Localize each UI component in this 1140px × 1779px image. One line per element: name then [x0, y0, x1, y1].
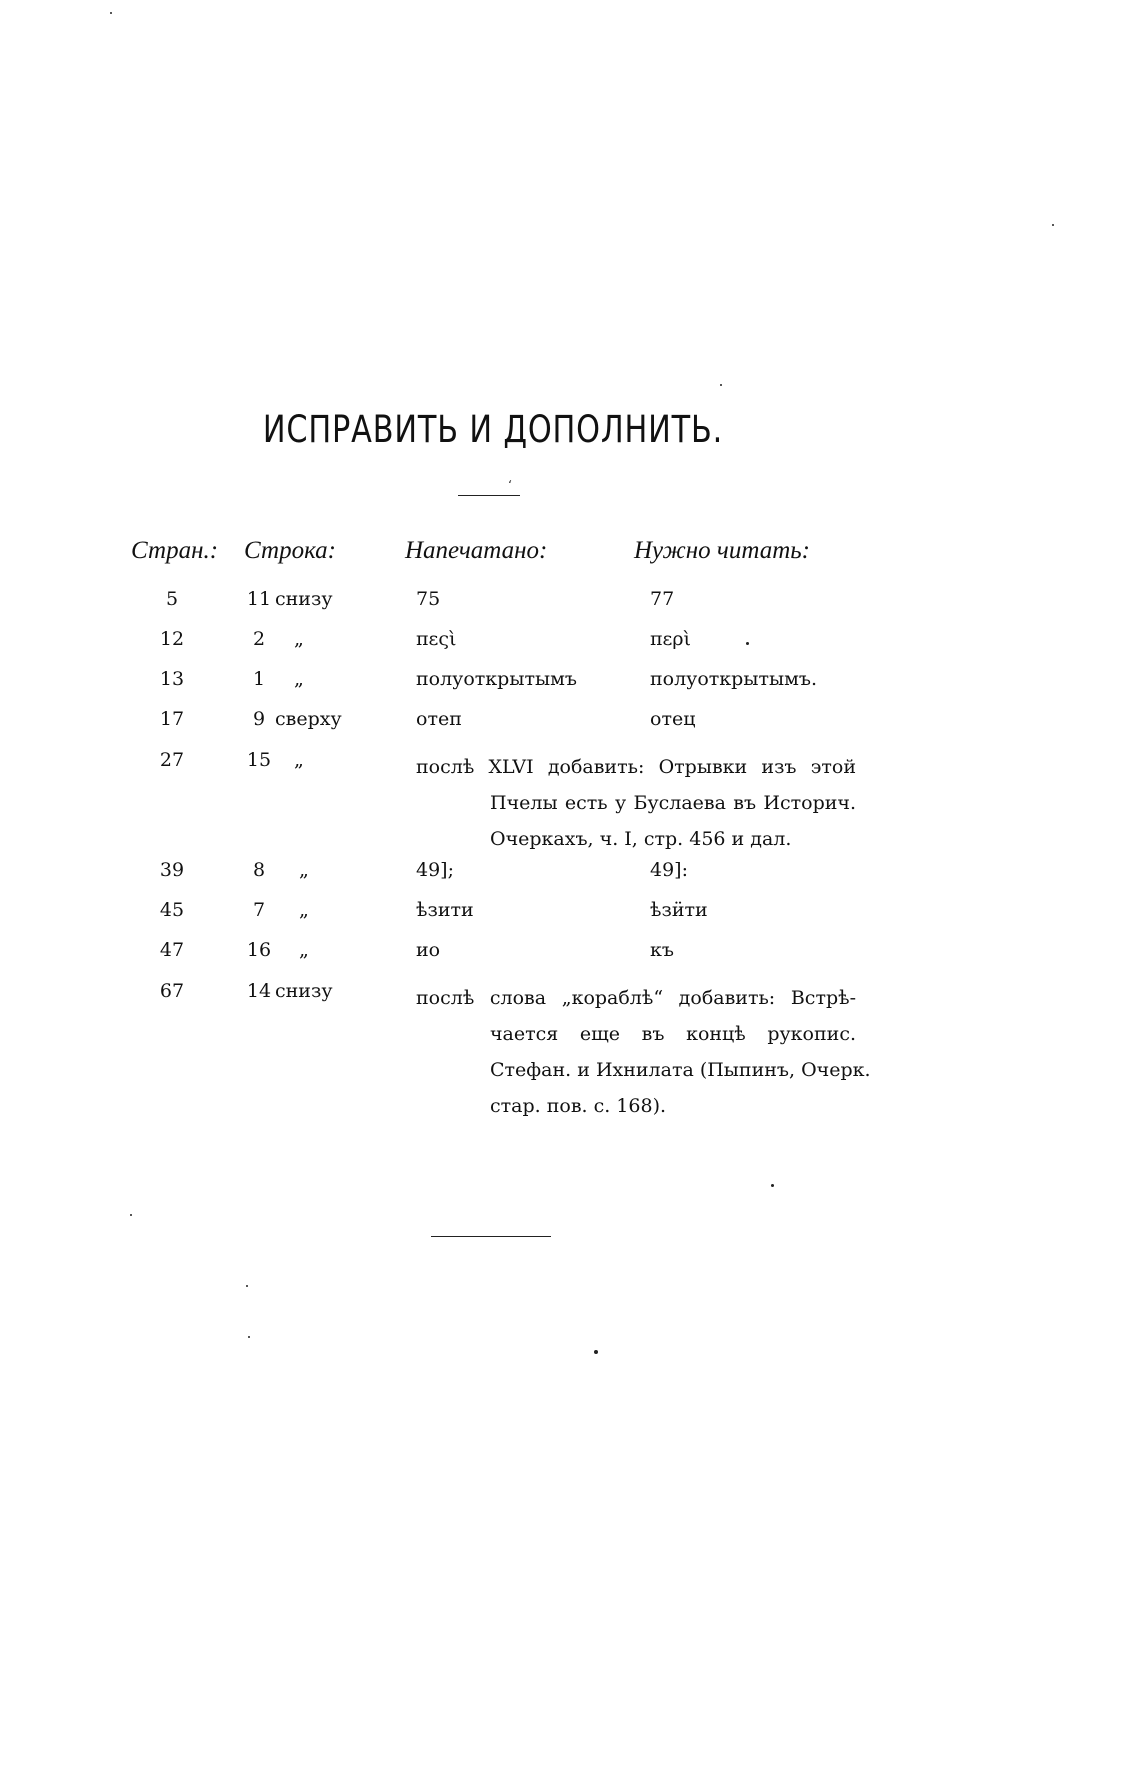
- row-where: „: [299, 859, 309, 881]
- ink-speck: [248, 1336, 250, 1338]
- note-line: Пчелы есть у Буслаева въ Историч.: [490, 792, 856, 814]
- ink-speck: [771, 1184, 774, 1187]
- row-page: 17: [159, 708, 185, 730]
- row-line: 7: [252, 899, 266, 921]
- note-line: послѣ слова „кораблѣ“ добавить: Встрѣ-: [416, 987, 856, 1009]
- row-where: „: [299, 899, 309, 921]
- row-line: 14: [246, 980, 272, 1002]
- row-line: 1: [252, 668, 266, 690]
- row-page: 5: [165, 588, 179, 610]
- table-row: [0, 668, 1140, 708]
- header-printed: Напечатано:: [405, 537, 548, 564]
- row-printed: полуоткрытымъ: [416, 668, 577, 690]
- row-where: сверху: [275, 708, 342, 730]
- row-line: 11: [246, 588, 272, 610]
- row-page: 27: [159, 749, 185, 771]
- table-row: [0, 899, 1140, 939]
- row-where: „: [299, 939, 309, 961]
- row-printed: отеп: [416, 708, 462, 730]
- errata-title: ИСПРАВИТЬ И ДОПОЛНИТЬ.: [262, 408, 724, 451]
- row-page: 67: [159, 980, 185, 1002]
- closing-rule: [431, 1236, 551, 1237]
- table-row: [0, 588, 1140, 628]
- note-line: Очеркахъ, ч. I, стр. 456 и дал.: [490, 828, 792, 850]
- ink-speck: [746, 642, 749, 645]
- row-read: 49]:: [650, 859, 688, 881]
- row-line: 15: [246, 749, 272, 771]
- row-read: περὶ: [650, 628, 691, 650]
- ink-speck: [246, 1285, 248, 1287]
- row-note: [416, 980, 871, 1124]
- row-read: къ: [650, 939, 674, 961]
- row-printed: ио: [416, 939, 441, 961]
- table-row: [0, 939, 1140, 979]
- row-page: 39: [159, 859, 185, 881]
- row-page: 45: [159, 899, 185, 921]
- row-read: отец: [650, 708, 696, 730]
- row-where: „: [294, 668, 304, 690]
- row-line: 2: [252, 628, 266, 650]
- row-where: „: [294, 628, 304, 650]
- title-rule: [458, 495, 520, 496]
- ink-speck: [720, 384, 722, 386]
- row-note: [416, 749, 856, 857]
- row-read: полуоткрытымъ.: [650, 668, 818, 690]
- row-printed: ѣзити: [416, 899, 474, 921]
- ink-speck: [130, 1214, 132, 1216]
- row-line: 16: [246, 939, 272, 961]
- note-line: Стефан. и Ихнилата (Пыпинъ, Очерк.: [490, 1059, 871, 1081]
- header-page: Стран.:: [131, 537, 219, 564]
- row-printed: 75: [416, 588, 441, 610]
- note-line: послѣ XLVI добавить: Отрывки изъ этой: [416, 756, 856, 778]
- row-printed: 49];: [416, 859, 454, 881]
- row-where: снизу: [275, 588, 333, 610]
- row-line: 8: [252, 859, 266, 881]
- ink-speck: [594, 1350, 598, 1354]
- header-line: Строка:: [244, 537, 336, 564]
- row-where: „: [294, 749, 304, 771]
- row-printed: πεςὶ: [416, 628, 457, 650]
- row-read: 77: [650, 588, 675, 610]
- row-page: 12: [159, 628, 185, 650]
- header-read: Нужно читать:: [634, 537, 810, 564]
- table-row: [0, 708, 1140, 748]
- print-mark: ‘: [508, 478, 512, 492]
- ink-speck: [1052, 224, 1054, 226]
- note-line: чается еще въ концѣ рукопис.: [490, 1023, 856, 1045]
- row-page: 13: [159, 668, 185, 690]
- ink-speck: [110, 12, 112, 14]
- row-where: снизу: [275, 980, 333, 1002]
- note-line: стар. пов. с. 168).: [490, 1095, 667, 1117]
- table-row: [0, 859, 1140, 899]
- row-read: ѣзӥти: [650, 899, 708, 921]
- table-row: [0, 628, 1140, 668]
- row-line: 9: [252, 708, 266, 730]
- row-page: 47: [159, 939, 185, 961]
